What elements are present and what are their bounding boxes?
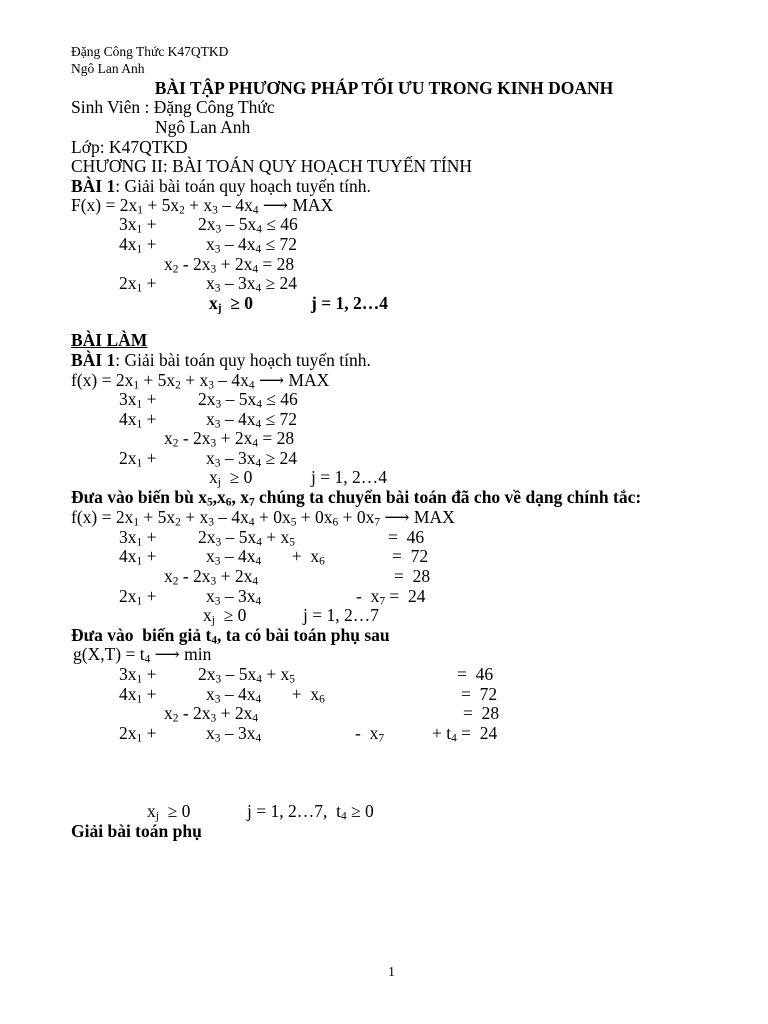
artificial-intro: Đưa vào biến giả $t_4$, ta có bài toán phụ sau bbox=[71, 625, 390, 647]
sol-constraint-1-rhs: $2x_3 - 5x_4 \le 46$ bbox=[198, 389, 298, 411]
canonical-row-1-rhs: = 46 bbox=[388, 527, 425, 547]
chapter-title: CHƯƠNG II: BÀI TOÁN QUY HOẠCH TUYẾN TÍNH bbox=[71, 156, 472, 176]
canonical-row-1-mid: $2x_3 - 5x_4 + x_5$ bbox=[198, 527, 295, 549]
canonical-row-2-rhs: = 72 bbox=[392, 546, 429, 566]
canonical-row-1: $3x_1$ + bbox=[119, 527, 157, 549]
aux-objective: $g(X,T) = t_4$ ⟶ min bbox=[73, 644, 212, 666]
aux-row-2-rhs: = 72 bbox=[461, 684, 498, 704]
solution-objective: $f(x) = 2x_1 + 5x_2 + x_3 - 4x_4$ ⟶ MAX bbox=[71, 370, 330, 392]
page-number: 1 bbox=[388, 965, 395, 980]
sol-constraint-4-rhs: $x_3 - 3x_4 \ge 24$ bbox=[206, 448, 297, 470]
objective-function: $F(x) = 2x_1 + 5x_2 + x_3 - 4x_4$ ⟶ MAX bbox=[71, 195, 334, 217]
constraint-4-rhs: $x_3 - 3x_4 \ge 24$ bbox=[206, 273, 297, 295]
canonical-row-3-rhs: = 28 bbox=[394, 566, 431, 586]
aux-row-3: $x_2 - 2x_3 + 2x_4$ bbox=[164, 703, 259, 725]
aux-row-4-rhs: + $t_4 = 24$ bbox=[432, 723, 498, 745]
canonical-nonneg: $x_j \ge 0$ bbox=[203, 605, 247, 627]
student-2: Ngô Lan Anh bbox=[155, 117, 251, 137]
sol-constraint-1: $3x_1$ + bbox=[119, 389, 157, 411]
canonical-row-4-rhs: - $x_7 = 24$ bbox=[356, 586, 426, 608]
solution-label: BÀI 1 bbox=[71, 350, 116, 370]
constraint-3: $x_2 - 2x_3 + 2x_4 = 28$ bbox=[164, 254, 295, 276]
aux-row-4: $2x_1$ + bbox=[119, 723, 157, 745]
problem-text: : Giải bài toán quy hoạch tuyến tính. bbox=[115, 176, 371, 196]
constraint-4: $2x_1$ + bbox=[119, 273, 157, 295]
solution-text: : Giải bài toán quy hoạch tuyến tính. bbox=[115, 350, 371, 370]
problem-statement bbox=[71, 178, 371, 196]
index-range: j = 1, 2…4 bbox=[311, 293, 389, 313]
aux-row-3-rhs: = 28 bbox=[463, 703, 500, 723]
slack-intro: Đưa vào biến bù $x_5,x_6$, $x_7$ chúng ta chuyển bài toán đã cho về dạng chính tắc: bbox=[71, 487, 642, 509]
solution-problem bbox=[71, 352, 371, 370]
canonical-row-4-mid: $x_3 - 3x_4$ bbox=[206, 586, 262, 608]
aux-nonneg: $x_j \ge 0$ bbox=[147, 801, 191, 823]
constraint-2: $4x_1$ + bbox=[119, 234, 157, 256]
nonnegativity: $x_j \ge 0$ bbox=[209, 293, 254, 315]
canonical-objective: $f(x) = 2x_1 + 5x_2 + x_3 - 4x_4 + 0x_5 + 0x_6 + 0x_7$ ⟶ MAX bbox=[71, 507, 455, 529]
sol-index-range: j = 1, 2…4 bbox=[311, 467, 387, 487]
aux-row-2: $4x_1$ + bbox=[119, 684, 157, 706]
aux-row-1-rhs: = 46 bbox=[457, 664, 494, 684]
canonical-row-4: $2x_1$ + bbox=[119, 586, 157, 608]
aux-row-2-mid: $x_3 - 4x_4$ + $x_6$ bbox=[206, 684, 325, 706]
aux-row-1-mid: $2x_3 - 5x_4 + x_5$ bbox=[198, 664, 295, 686]
header-coauthor: Ngô Lan Anh bbox=[71, 61, 145, 76]
problem-label: BÀI 1 bbox=[71, 176, 116, 196]
solve-aux-label: Giải bài toán phụ bbox=[71, 821, 202, 841]
aux-index-range: j = 1, 2…7, $t_4 \ge 0$ bbox=[247, 801, 374, 823]
constraint-1-rhs: $2x_3 - 5x_4 \le 46$ bbox=[198, 214, 298, 236]
sol-constraint-2-rhs: $x_3 - 4x_4 \le 72$ bbox=[206, 409, 297, 431]
canonical-row-3: $x_2 - 2x_3 + 2x_4$ bbox=[164, 566, 259, 588]
aux-row-4-mid: $x_3 - 3x_4$ bbox=[206, 723, 262, 745]
aux-row-4-slack: - $x_7$ bbox=[355, 723, 385, 745]
student-line: Sinh Viên : Đặng Công Thức bbox=[71, 97, 275, 117]
sol-constraint-2: $4x_1$ + bbox=[119, 409, 157, 431]
header-author: Đặng Công Thức K47QTKD bbox=[71, 44, 229, 59]
class-line: Lớp: K47QTKD bbox=[71, 137, 188, 157]
constraint-2-rhs: $x_3 - 4x_4 \le 72$ bbox=[206, 234, 297, 256]
canonical-row-2: $4x_1$ + bbox=[119, 546, 157, 568]
solution-heading: BÀI LÀM bbox=[71, 330, 148, 350]
aux-row-1: $3x_1$ + bbox=[119, 664, 157, 686]
document-title: BÀI TẬP PHƯƠNG PHÁP TỐI ƯU TRONG KINH DOANH bbox=[154, 78, 614, 98]
canonical-row-2-mid: $x_3 - 4x_4$ + $x_6$ bbox=[206, 546, 325, 568]
sol-nonnegativity: $x_j \ge 0$ bbox=[209, 467, 253, 489]
canonical-index-range: j = 1, 2…7 bbox=[303, 605, 379, 625]
sol-constraint-3: $x_2 - 2x_3 + 2x_4 = 28$ bbox=[164, 428, 295, 450]
constraint-1: $3x_1$ + bbox=[119, 214, 157, 236]
sol-constraint-4: $2x_1$ + bbox=[119, 448, 157, 470]
